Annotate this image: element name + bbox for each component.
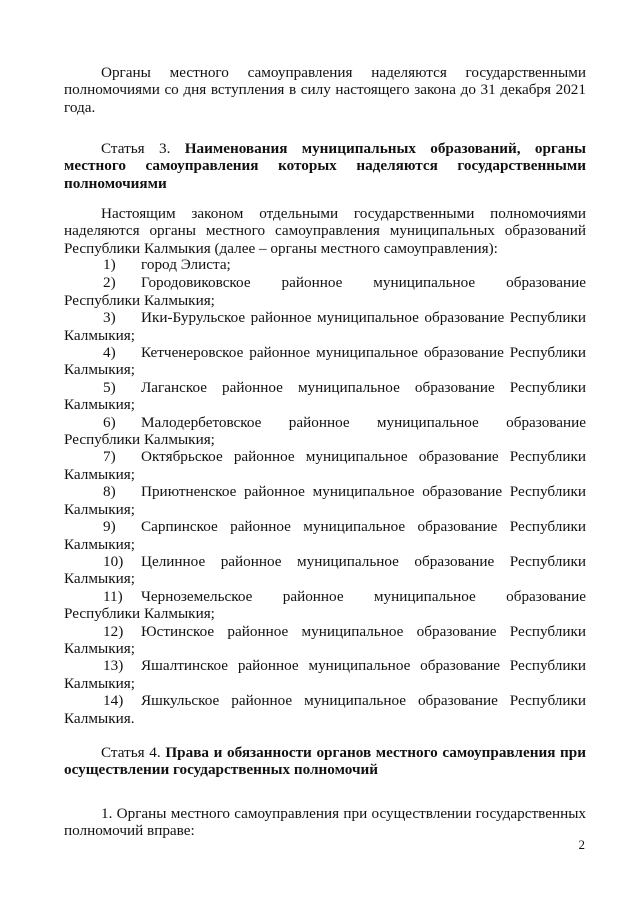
list-item: 6) Малодербетовское районное муниципальное образование Республики Калмыкия; bbox=[64, 413, 586, 449]
list-item: 10) Целинное районное муниципальное образование Республики Калмыкия; bbox=[64, 552, 586, 588]
intro-paragraph-block bbox=[64, 64, 586, 116]
list-item: 5) Лаганское районное муниципальное образование Республики Калмыкия; bbox=[64, 378, 586, 414]
list-item: 11) Черноземельское районное муниципальное образование Республики Калмыкия; bbox=[64, 587, 586, 623]
list-item: 2) Городовиковское районное муниципальное образование Республики Калмыкия; bbox=[64, 274, 586, 309]
article-4-number: Статья 4. bbox=[101, 744, 161, 761]
list-item: 12) Юстинское районное муниципальное образование Республики Калмыкия; bbox=[64, 622, 586, 657]
article-3-heading bbox=[64, 140, 586, 192]
municipality-list bbox=[64, 256, 586, 727]
list-item: 7) Октябрьское районное муниципальное образование Республики Калмыкия; bbox=[64, 448, 586, 483]
list-item: 8) Приютненское районное муниципальное образование Республики Калмыкия; bbox=[64, 483, 586, 518]
article-3-number: Статья 3. bbox=[101, 140, 171, 157]
list-item: 13) Яшалтинское районное муниципальное образование Республики Калмыкия; bbox=[64, 657, 586, 692]
article-3-title: Наименования муниципальных образований, органы местного самоуправления которых наделяются государственными полномочиями bbox=[64, 140, 587, 192]
article-4-heading bbox=[64, 744, 586, 779]
list-item: 9) Сарпинское районное муниципальное образование Республики Калмыкия; bbox=[64, 518, 586, 553]
article-3-lead-block bbox=[64, 205, 586, 257]
intro-paragraph: Органы местного самоуправления наделяются государственными полномочиями со дня вступления в силу настоящего закона до 31 декабря 2021 года. bbox=[64, 64, 586, 116]
article-4-paragraph-1: 1. Органы местного самоуправления при осуществлении государственных полномочий вправе: bbox=[64, 805, 586, 840]
article-4-paragraph-block bbox=[64, 805, 586, 840]
list-item: 14) Яшкульское районное муниципальное образование Республики Калмыкия. bbox=[64, 692, 586, 727]
page-number: 2 bbox=[578, 837, 585, 852]
list-item: 4) Кетченеровское районное муниципальное образование Республики Калмыкия; bbox=[64, 344, 586, 379]
article-3-lead: Настоящим законом отдельными государственными полномочиями наделяются органы местного самоуправления муниципальных образований Республики Калмыкия (далее – органы местного самоуправления): bbox=[64, 205, 586, 257]
list-item: 1) город Элиста; bbox=[103, 256, 231, 273]
list-item: 3) Ики-Бурульское районное муниципальное образование Республики Калмыкия; bbox=[64, 309, 586, 344]
article-4-title: Права и обязанности органов местного самоуправления при осуществлении государственных полномочий bbox=[64, 744, 587, 779]
